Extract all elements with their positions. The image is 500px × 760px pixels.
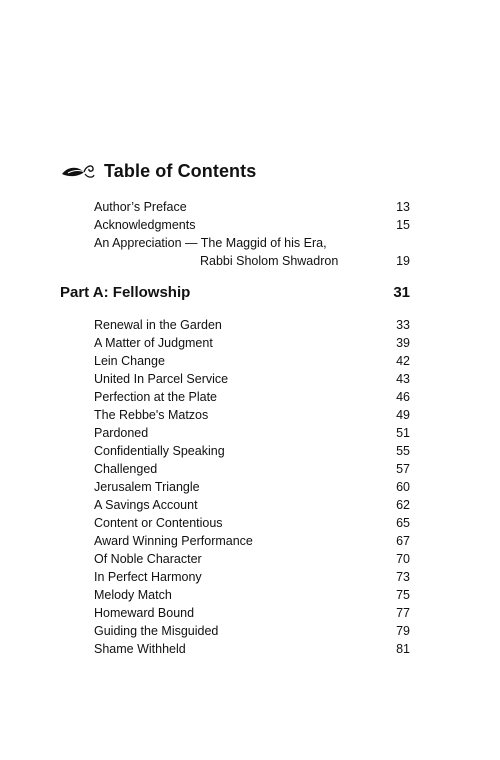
toc-entry[interactable] <box>94 640 410 658</box>
entry-title: Homeward Bound <box>94 606 195 620</box>
entry-page: 42 <box>396 354 410 368</box>
toc-entry[interactable] <box>94 532 410 550</box>
entry-page: 73 <box>396 570 410 584</box>
entry-page: 19 <box>396 254 410 268</box>
entry-title: Guiding the Misguided <box>94 624 219 638</box>
toc-entry-appreciation[interactable] <box>94 234 410 252</box>
toc-entry[interactable] <box>94 334 410 352</box>
entry-page: 15 <box>396 218 410 232</box>
entry-title: Shame Withheld <box>94 642 186 656</box>
toc-entry[interactable] <box>94 388 410 406</box>
entry-page: 33 <box>396 318 410 332</box>
toc-entry[interactable] <box>94 568 410 586</box>
entry-page: 43 <box>396 372 410 386</box>
toc-heading <box>60 160 256 182</box>
toc-entry[interactable] <box>94 406 410 424</box>
entry-title-cont: Rabbi Sholom Shwadron <box>200 254 339 268</box>
part-heading[interactable] <box>60 284 410 301</box>
entry-page: 70 <box>396 552 410 566</box>
part-a-entries <box>94 316 410 658</box>
part-page: 31 <box>393 284 410 301</box>
toc-entry[interactable] <box>94 604 410 622</box>
toc-entry-appreciation-cont[interactable] <box>94 252 410 270</box>
entry-page: 49 <box>396 408 410 422</box>
entry-title: Confidentially Speaking <box>94 444 225 458</box>
toc-entry[interactable] <box>94 514 410 532</box>
entry-title: An Appreciation — The Maggid of his Era, <box>94 236 327 250</box>
entry-page: 62 <box>396 498 410 512</box>
entry-page: 79 <box>396 624 410 638</box>
entry-page: 60 <box>396 480 410 494</box>
entry-page: 65 <box>396 516 410 530</box>
toc-entry[interactable] <box>94 316 410 334</box>
entry-title: A Matter of Judgment <box>94 336 213 350</box>
toc-entry[interactable] <box>94 370 410 388</box>
entry-title: In Perfect Harmony <box>94 570 202 584</box>
toc-entry[interactable] <box>94 586 410 604</box>
entry-page: 57 <box>396 462 410 476</box>
entry-page: 51 <box>396 426 410 440</box>
feather-flourish-icon <box>60 160 96 182</box>
toc-entry[interactable] <box>94 442 410 460</box>
part-title: Part A: Fellowship <box>60 284 191 301</box>
entry-title: Of Noble Character <box>94 552 202 566</box>
entry-title: Jerusalem Triangle <box>94 480 200 494</box>
entry-page: 46 <box>396 390 410 404</box>
toc-entry[interactable] <box>94 460 410 478</box>
toc-entry[interactable] <box>94 198 410 216</box>
entry-title: Content or Contentious <box>94 516 223 530</box>
entry-title: Challenged <box>94 462 158 476</box>
toc-entry[interactable] <box>94 478 410 496</box>
entry-title: Acknowledgments <box>94 218 196 232</box>
entry-page: 81 <box>396 642 410 656</box>
entry-page: 55 <box>396 444 410 458</box>
entry-title: A Savings Account <box>94 498 198 512</box>
entry-title: Lein Change <box>94 354 165 368</box>
toc-entry[interactable] <box>94 352 410 370</box>
entry-page: 39 <box>396 336 410 350</box>
front-matter-list <box>94 198 410 270</box>
toc-entry[interactable] <box>94 496 410 514</box>
toc-entry[interactable] <box>94 550 410 568</box>
entry-title: The Rebbe's Matzos <box>94 408 209 422</box>
toc-entry[interactable] <box>94 216 410 234</box>
entry-page: 67 <box>396 534 410 548</box>
toc-title: Table of Contents <box>104 160 257 181</box>
entry-title: Author’s Preface <box>94 200 187 214</box>
toc-entry[interactable] <box>94 424 410 442</box>
entry-page: 13 <box>396 200 410 214</box>
entry-title: Perfection at the Plate <box>94 390 217 404</box>
entry-title: United In Parcel Service <box>94 372 229 386</box>
entry-title: Renewal in the Garden <box>94 318 222 332</box>
entry-page: 77 <box>396 606 410 620</box>
toc-entry[interactable] <box>94 622 410 640</box>
entry-title: Award Winning Performance <box>94 534 253 548</box>
entry-title: Pardoned <box>94 426 149 440</box>
entry-page: 75 <box>396 588 410 602</box>
entry-title: Melody Match <box>94 588 172 602</box>
